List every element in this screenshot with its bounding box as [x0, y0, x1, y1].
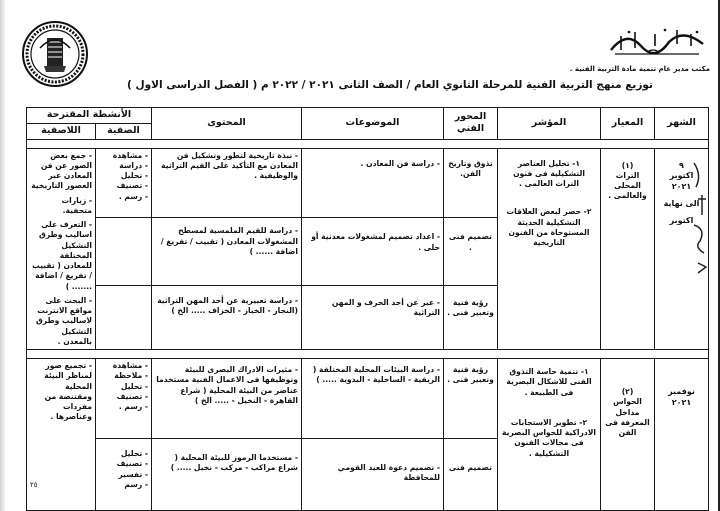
standard-cell: (٢) الحواس مداخل المعرفة فى الفن	[601, 359, 655, 511]
header-standard: المعيار	[601, 108, 655, 140]
header-class-activities: الصفية	[96, 123, 152, 139]
header-indicator: المؤشر	[498, 108, 601, 140]
spacer-row	[27, 139, 709, 148]
topic-cell: - اعداد تصميم لمشغولات معدنية أو حلى .	[302, 218, 444, 285]
header-extra-activities: اللاصفية	[27, 123, 96, 139]
table-row	[27, 359, 709, 439]
class-activity-cell: - مشاهدة - ملاحظة - تحليل - تصنيف - رسم .	[96, 359, 152, 439]
ministry-seal-logo	[20, 20, 90, 88]
content-cell: - مستخدما الرموز للبيئة المحلية ( شراع مراكب - مركب - نخيل ..... )	[152, 439, 302, 511]
header-content: المحتوى	[152, 108, 302, 140]
document-title: توزيع منهج التربية الفنية للمرحلة الثانوي العام / الصف الثانى ٢٠٢١ / ٢٠٢٢ م ( الفصل الدراسى الاول )	[127, 79, 653, 91]
topic-cell: - عبر عن أحد الحرف و المهن التراثية	[302, 285, 444, 350]
class-activity-cell: - تحليل - تصنيف - تفسير - رسم	[96, 439, 152, 511]
axis-cell: تصميم فنى .	[444, 218, 498, 285]
content-cell: - دراسة تعبيرية عن أحد المهن التراثية (النجار - الخباز - الخزاف ..... الخ )	[152, 285, 302, 350]
axis-cell: تذوق وتاريخ الفن.	[444, 148, 498, 218]
header-topics: الموضوعات	[302, 108, 444, 140]
header-activities: الأنشطة المقترحة	[27, 108, 152, 124]
topic-cell: - دراسة البيئات المحلية المختلفة ( الريفية - الساحلية - البدوية ..... )	[302, 359, 444, 439]
standard-cell: (١) التراث المحلى والعالمى .	[601, 148, 655, 350]
header-axis: المحور الفني	[444, 108, 498, 140]
indicator-cell: ١- تحليل العناصر التشكيلية فى فنون التراث العالمى . ٢- حصر لبعض العلاقات التشكيلية الحديثة المستوحاة من الفنون التاريخية	[498, 148, 601, 350]
content-cell: - نبذة تاريخية لتطور وتشكيل فن المعادن مع التأكيد على القيم التراثية والوظيفية .	[152, 148, 302, 218]
month-cell: ٩ اكتوبر ٢٠٢١ الى نهاية اكتوبر	[655, 148, 709, 350]
office-line: مكتب مدير عام تنمية مادة التربية الفنية .	[569, 65, 710, 73]
corner-mark: ٢٥	[30, 481, 38, 489]
indicator-cell: ١- تنمية حاسة التذوق الفنى للاشكال البصرية فى الطبيعة . ٢- تطوير الاستجابات الادراكية للحواس البصرية فى مجالات الفنون التشكيلية .	[498, 359, 601, 511]
axis-cell: رؤية فنية وتعبير فنى .	[444, 285, 498, 350]
class-activity-cell	[96, 285, 152, 350]
curriculum-table	[26, 107, 709, 511]
class-activity-cell	[96, 218, 152, 285]
class-activity-cell: - مشاهدة - دراسة - تحليل - تصنيف - رسم .	[96, 148, 152, 218]
spacer-row	[27, 350, 709, 359]
month-cell: نوفمبر ٢٠٢١	[655, 359, 709, 511]
axis-cell: تصميم فنى	[444, 439, 498, 511]
content-cell: - دراسة للقيم الملمسية لمسطح المشغولات المعادن ( تقبيب / تفريغ / اضافة ...... )	[152, 218, 302, 285]
topic-cell: - دراسة فن المعادن .	[302, 148, 444, 218]
extra-activity-cell: - تجميع صور لمناظر البيئة المحلية ومقتنصة من مفردات وعناصرها .	[27, 359, 96, 511]
ministry-calligraphy-logo	[607, 24, 707, 58]
content-cell: - مثيرات الادراك البصرى للبيئة وتوظيفها فى الاعمال الفنية مستخدما عناصر من البيئة المحلية ( شراع القاهرة - النخيل - ..... الخ )	[152, 359, 302, 439]
scan-shadow	[0, 0, 6, 511]
topic-cell: - تصميم دعوة للعيد القومي للمحافظة	[302, 439, 444, 511]
table-row	[27, 148, 709, 218]
extra-activity-cell: - جمع بعض الصور عن فن المعادن عبر العصور التاريخية - زيارات متحفية. - التعرف على اساليب وطرق التشكيل المختلفة للمعادن ( تقبيب / تفريغ / اضافة ....... ) - البحث على مواقع الانترنت لاساليب وطرق التشكيل بالمعدن .	[27, 148, 96, 350]
header-month: الشهر	[655, 108, 709, 140]
axis-cell: رؤية فنية وتعبير فنى .	[444, 359, 498, 439]
